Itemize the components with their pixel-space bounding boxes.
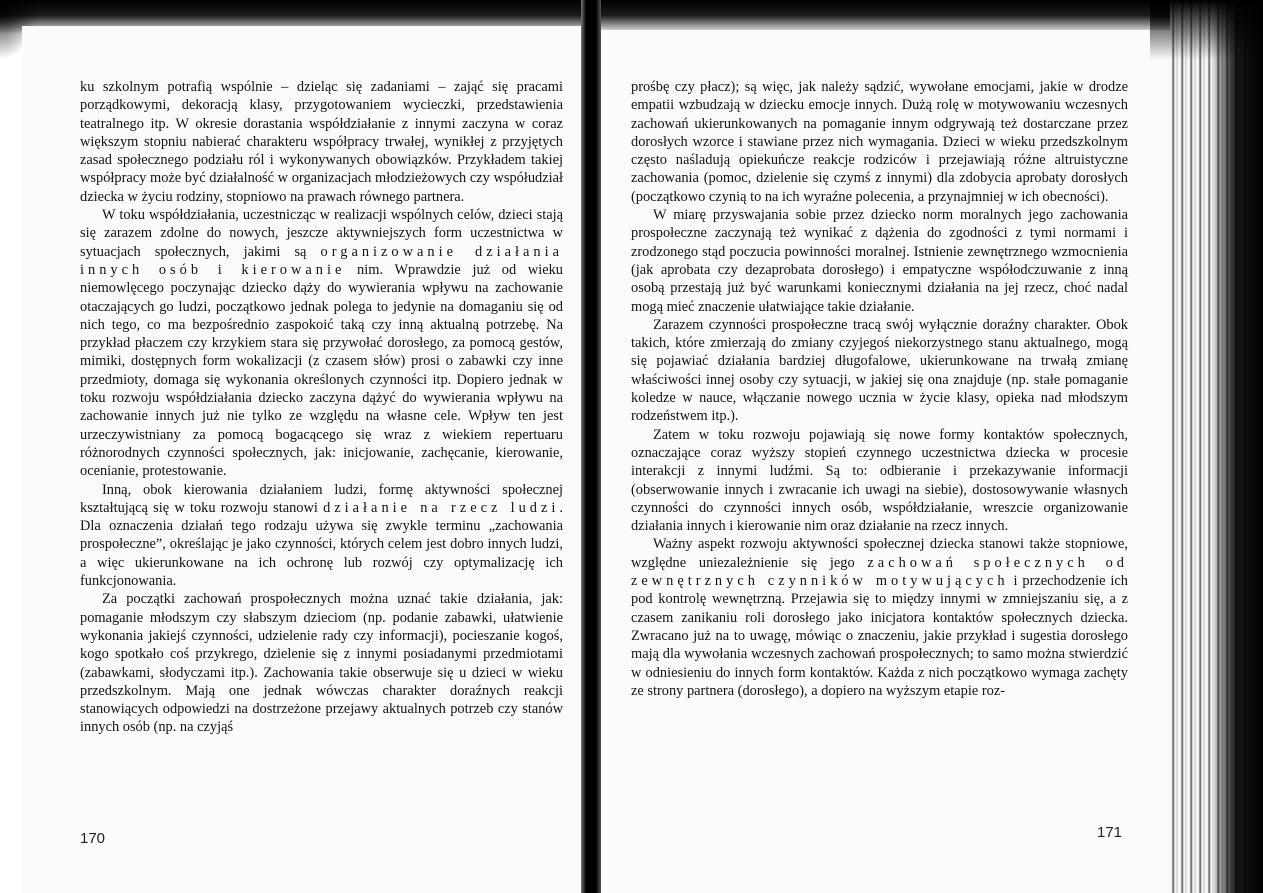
paragraph-text: i przechodzenie ich pod kontrolę wewnętrzną. Przejawia się to między innymi w zmniejszaniu się, a z czasem zanikaniu roli dorosłego jako inicjatora kontaktów społecznych dziecka. Zwracano już na to uwagę, mówiąc o znaczeniu, jakie przykład i sugestia dorosłego mają dla wywołania wczesnych zachowań prospołecznych; to samo można stwierdzić w odniesieniu do innych form kontaktów. Każda z nich początkowo wymaga zachęty ze strony partnera (dorosłego), a dopiero na wyższym etapie roz-	[631, 573, 1128, 699]
paragraph-text: prośbę czy płacz); są więc, jak należy sądzić, wywołane emocjami, jakie w drodze empatii wzbudzają w dziecku emocje innych. Dużą rolę w motywowaniu wczesnych zachowań ukierunkowanych na pomaganie innym odgrywają też dostarczane przez dorosłych wzorce i stawiane przez nich wymagania. Dzieci w wieku przedszkolnym często naśladują opiekuńcze reakcje rodziców i przejawiają różne altruistyczne zachowania (pomoc, dzielenie się czymś z innymi) dla zdobycia aprobaty dorosłych (początkowo czynią to na ich wyraźne polecenia, a przynajmniej w ich obecności).	[631, 79, 1128, 205]
left-page-text	[80, 78, 563, 737]
paragraph-text: Za początki zachowań prospołecznych można uznać takie działania, jak: pomaganie młodszym czy słabszym dzieciom (np. podanie zabawki, ułatwienie wykonania jakiejś czynności, udzielenie rady czy informacji), pocieszanie kogoś, kogo spotkało coś przykrego, dzielenie się z innymi posiadanymi przedmiotami (zabawkami, słodyczami itp.). Zachowania takie obserwuje się u dzieci w wieku przedszkolnym. Mają one jednak wówczas charakter doraźnych reakcji stanowiących odpowiedzi na dostrzeżone przejawy aktualnych potrzeb czy stanów innych osób (np. na czyjąś	[80, 591, 563, 736]
page-number-left: 170	[80, 830, 106, 847]
paragraph-text: Zatem w toku rozwoju pojawiają się nowe formy kontaktów społecznych, oznaczające coraz wyższy stopień czynnego uczestnictwa dziecka w procesie interakcji z innymi ludźmi. Są to: odbieranie i przekazywanie informacji (obserwowanie innych i zwracanie ich uwagi na siebie), dostosowywanie własnych czynności do czynności innych osób, współdziałanie, wreszcie organizowanie działania innych i kierowanie nim oraz działanie na rzecz innych.	[631, 426, 1128, 535]
paragraph	[631, 206, 1128, 316]
paragraph	[80, 206, 563, 480]
paragraph-text: nim. Wprawdzie już od wieku niemowlęcego poczynając dziecko dąży do wywierania wpływu na zachowanie otaczających go ludzi, początkowo jednak polega to jedynie na domaganiu się od nich tego, co ma bezpośrednio zaspokoić taką czy inną aktualną potrzebę. Na przykład płaczem czy krzykiem stara się przywołać dorosłego, za pomocą gestów, mimiki, dostępnych form wokalizacji (z czasem słów) prosi o zabawki czy inne przedmioty, domaga się wykonania określonych czynności itp. Dopiero jednak w toku rozwoju współdziałania dziecko zaczyna dążyć do wywierania wpływu na zachowanie innych już nie tylko ze względu na własne cele. Wpływ ten jest urzeczywistniany za pomocą bogacącego się wraz z wiekiem repertuaru różnorodnych czynności społecznych, jak: inicjowanie, zachęcanie, kierowanie, ocenianie, protestowanie.	[80, 261, 563, 480]
paragraph	[80, 78, 563, 206]
paragraph	[80, 481, 563, 591]
spaced-emphasis: działanie na rzecz ludzi	[323, 499, 560, 516]
paragraph-text: W miarę przyswajania sobie przez dziecko norm moralnych jego zachowania prospołeczne zaczynają też wynikać z dążenia do zgodności z tymi normami i zrodzonego stąd poczucia powinności moralnej. Istnienie zewnętrznego wzmocnienia (jak aprobata czy dezaprobata dorosłego) i empatyczne współodczuwanie z inną osobą przestają już być warunkami koniecznymi działania na jej rzecz, choć nadal mogą mieć znaczenie ułatwiające takie działanie.	[631, 207, 1128, 315]
paragraph	[80, 590, 563, 736]
page-number-right: 171	[1097, 824, 1123, 841]
paragraph-text: Inną, obok kierowania działaniem ludzi, formę aktywności społecznej kształtującą się w toku rozwoju stanowi	[80, 481, 563, 516]
paragraph	[631, 535, 1128, 700]
book-gutter	[581, 0, 601, 893]
paragraph-text: Ważny aspekt rozwoju aktywności społecznej dziecka stanowi także stopniowe, względne uniezależnienie się jego	[631, 536, 1128, 571]
paragraph-text: W toku współdziałania, uczestnicząc w realizacji wspólnych celów, dzieci stają się zarazem zdolne do nowych, jeszcze aktywniejszych form uczestnictwa w sytuacjach społecznych, jakimi są	[80, 207, 563, 260]
paragraph	[631, 316, 1128, 426]
paragraph-text: . Dla oznaczenia działań tego rodzaju używa się zwykle terminu „zachowania prospołeczne”, określając je jako czynności, których celem jest dobro innych ludzi, a więc ukierunkowane na ich ochronę lub rozwój czy optymalizację ich funkcjonowania.	[80, 499, 563, 590]
page-edges-shadow	[1214, 0, 1263, 893]
paragraph-text: Zarazem czynności prospołeczne tracą swój wyłącznie doraźny charakter. Obok takich, które zmierzają do zmiany czyjegoś niekorzystnego stanu aktualnego, mogą się pojawiać działania bardziej długofalowe, ukierunkowane na trwałą zmianę właściwości innej osoby czy sytuacji, w jakiej się ona znajduje (np. stałe pomaganie koledze w nauce, włączanie nowego ucznia w życie klasy, opieka nad młodszym rodzeństwem itp.).	[631, 316, 1128, 425]
spaced-emphasis: organizowanie działania innych osób i kierowanie	[80, 243, 563, 278]
paragraph	[631, 78, 1128, 206]
spaced-emphasis: zachowań społecznych od zewnętrznych czynników motywujących	[631, 554, 1128, 590]
page-edges-top-shadow	[1150, 0, 1263, 60]
paragraph-text: ku szkolnym potrafią wspólnie – dzieląc się zadaniami – zająć się pracami porządkowymi, dekoracją klasy, przygotowaniem wycieczki, przedstawienia teatralnego itp. W okresie dorastania współdziałanie z innymi zaczyna w coraz większym stopniu nabierać charakteru współpracy trwałej, wynikłej z przyjętych zasad społecznego podziału ról i wykonywanych obowiązków. Przykładem takiej współpracy może być działalność w organizacjach młodzieżowych czy współudział dziecka w życiu rodziny, stopniowo na prawach równego partnera.	[80, 79, 563, 205]
right-page-text	[631, 78, 1128, 700]
paragraph	[631, 426, 1128, 536]
